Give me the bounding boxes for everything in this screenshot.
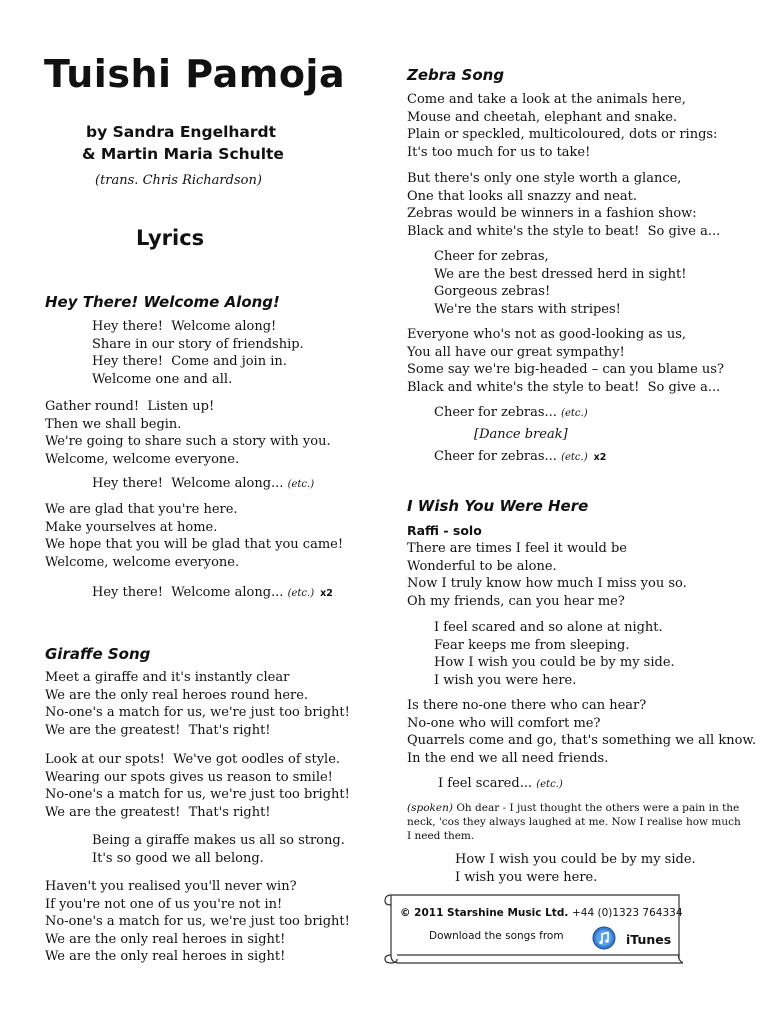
lyric-block: Haven't you realised you'll never win? If you're not one of us you're not in! No-one's a match for us, we're just too bright! We are the only real heroes in sight! We are the only real heroes in sight! <box>45 879 350 965</box>
lyrics-heading: Lyrics <box>136 226 205 250</box>
song-heading-hey-there: Hey There! Welcome Along! <box>45 293 280 311</box>
spoken-tag: (spoken) <box>407 802 453 814</box>
etc-note: (etc.) <box>561 408 588 419</box>
copyright-line <box>400 907 683 919</box>
translator: (trans. Chris Richardson) <box>95 173 262 188</box>
dance-break: [Dance break] <box>474 427 568 442</box>
lyric-block: Cheer for zebras, We are the best dressed herd in sight! Gorgeous zebras! We're the stars with stripes! <box>434 249 687 317</box>
etc-note: (etc.) <box>287 588 315 599</box>
lyric-block: Hey there! Welcome along! Share in our story of friendship. Hey there! Come and join in. Welcome one and all. <box>92 319 304 387</box>
repeat-mark: x2 <box>320 588 333 599</box>
lyric-block: There are times I feel it would be Wonderful to be alone. Now I truly know how much I miss you so. Oh my friends, can you hear me? <box>407 541 687 609</box>
song-heading-giraffe: Giraffe Song <box>45 645 151 663</box>
spoken-passage <box>407 801 742 843</box>
download-text: Download the songs from <box>429 930 564 942</box>
lyric-refrain <box>92 584 333 603</box>
lyric-block: Come and take a look at the animals here, Mouse and cheetah, elephant and snake. Plain or speckled, multicoloured, dots or rings: It's too much for us to take! <box>407 92 718 160</box>
refrain-text: Cheer for zebras... <box>434 405 557 420</box>
lyric-refrain <box>434 448 606 467</box>
lyric-block: Meet a giraffe and it's instantly clear We are the only real heroes round here. No-one's a match for us, we're just too bright! We are the greatest! That's right! <box>45 670 350 738</box>
etc-note: (etc.) <box>561 452 588 463</box>
lyric-block: We are glad that you're here. Make yourselves at home. We hope that you will be glad that you came! Welcome, welcome everyone. <box>45 502 344 570</box>
phone-number: +44 (0)1323 764334 <box>571 907 683 919</box>
lyric-block: How I wish you could be by my side. I wish you were here. <box>455 852 696 885</box>
authors <box>82 121 284 165</box>
lyric-refrain <box>438 775 563 794</box>
soloist-label: Raffi - solo <box>407 523 482 538</box>
lyric-block: Gather round! Listen up! Then we shall begin. We're going to share such a story with you. Welcome, welcome everyone. <box>45 399 331 467</box>
etc-note: (etc.) <box>536 779 563 790</box>
lyric-block: Look at our spots! We've got oodles of style. Wearing our spots gives us reason to smile! No-one's a match for us, we're just too bright! We are the greatest! That's right! <box>45 752 350 820</box>
song-heading-wish: I Wish You Were Here <box>407 497 589 515</box>
song-heading-zebra: Zebra Song <box>407 66 505 84</box>
lyric-block: Being a giraffe makes us all so strong. It's so good we all belong. <box>92 833 345 866</box>
etc-note: (etc.) <box>287 479 315 490</box>
itunes-icon[interactable] <box>592 926 616 950</box>
refrain-text: Cheer for zebras... <box>434 449 557 464</box>
repeat-mark: x2 <box>593 452 607 463</box>
author-line-2: & Martin Maria Schulte <box>82 145 284 163</box>
lyric-block: Is there no-one there who can hear? No-one who will comfort me? Quarrels come and go, that's something we all know. In the end we all need friends. <box>407 698 757 766</box>
refrain-text: I feel scared... <box>438 776 533 791</box>
lyric-refrain <box>434 404 588 423</box>
lyric-block: But there's only one style worth a glance, One that looks all snazzy and neat. Zebras would be winners in a fashion show: Black and white's the style to beat! So give a... <box>407 171 721 239</box>
refrain-text: Hey there! Welcome along... <box>92 585 284 600</box>
song-title-main: Tuishi Pamoja <box>44 52 346 96</box>
lyric-block: I feel scared and so alone at night. Fear keeps me from sleeping. How I wish you could be by my side. I wish you were here. <box>434 620 675 688</box>
scroll-banner <box>383 893 683 965</box>
lyric-refrain <box>92 475 314 494</box>
lyric-block: Everyone who's not as good-looking as us, You all have our great sympathy! Some say we're big-headed – can you blame us? Black and white's the style to beat! So give a... <box>407 327 724 395</box>
refrain-text: Hey there! Welcome along... <box>92 476 284 491</box>
author-line-1: by Sandra Engelhardt <box>86 123 277 141</box>
itunes-link[interactable]: iTunes <box>626 932 672 947</box>
copyright-text: © 2011 Starshine Music Ltd. <box>400 907 569 919</box>
spoken-text: Oh dear - I just thought the others were a pain in the neck, 'cos they always laughed at me. Now I realise how much I need them. <box>407 802 741 842</box>
